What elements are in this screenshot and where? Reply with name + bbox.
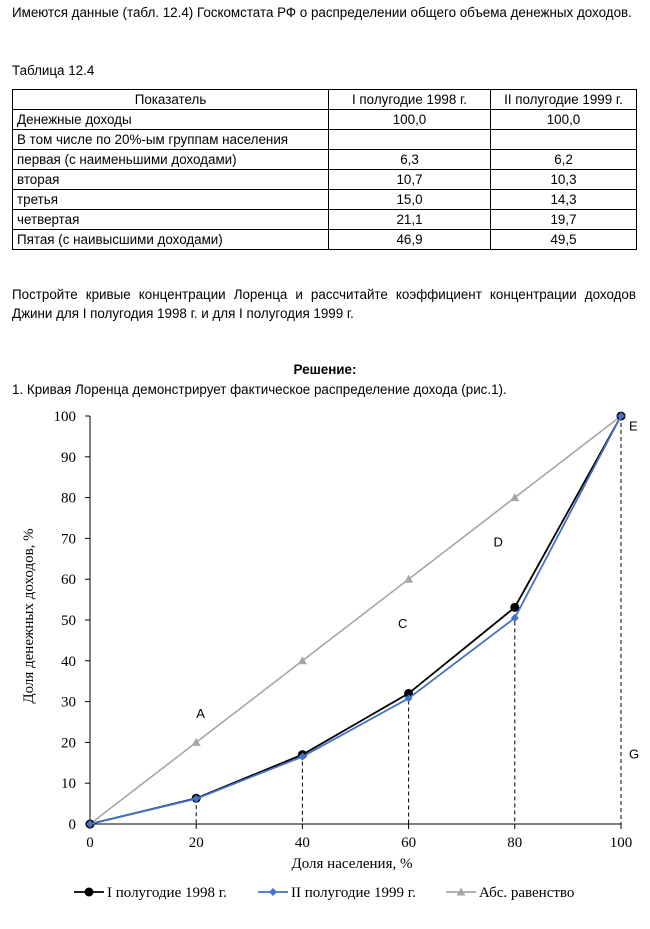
y-tick-label: 10 xyxy=(61,776,76,793)
x-tick-label: 80 xyxy=(507,835,523,851)
legend-item xyxy=(74,885,227,901)
table-row xyxy=(13,230,637,250)
x-tick-label: 100 xyxy=(609,835,633,851)
row-label: четвертая xyxy=(13,210,329,230)
solution-heading: Решение: xyxy=(293,362,357,377)
value-1998: 46,9 xyxy=(329,230,491,250)
y-tick-label: 20 xyxy=(61,735,76,752)
dashed-guides xyxy=(196,416,621,824)
value-1999: 10,3 xyxy=(491,170,637,190)
table-row xyxy=(13,190,637,210)
region-label: A xyxy=(196,705,205,721)
header-indicator: Показатель xyxy=(13,90,329,110)
intro-text: Имеются данные (табл. 12.4) Госкомстата РФ о распределении общего объема денежных доходов. xyxy=(12,5,632,20)
value-1999: 49,5 xyxy=(491,230,637,250)
annotations xyxy=(196,418,639,761)
lorenz-chart xyxy=(0,400,650,929)
region-label: E xyxy=(628,418,638,434)
solution-line: 1. Кривая Лоренца демонстрирует фактическое распределение дохода (рис.1). xyxy=(12,382,507,397)
series-line xyxy=(90,416,621,824)
value-1998: 15,0 xyxy=(329,190,491,210)
series-triangle xyxy=(86,412,626,828)
legend xyxy=(74,885,574,901)
row-label: Денежные доходы xyxy=(13,110,329,130)
y-tick-label: 80 xyxy=(61,490,76,507)
value-1998: 6,3 xyxy=(329,150,491,170)
row-label: вторая xyxy=(13,170,329,190)
legend-marker xyxy=(85,888,94,897)
x-tick-label: 60 xyxy=(401,835,417,851)
x-tick-label: 20 xyxy=(188,835,204,851)
value-1998: 100,0 xyxy=(329,110,491,130)
row-label: Пятая (с наивысшими доходами) xyxy=(13,230,329,250)
value-1999: 14,3 xyxy=(491,190,637,210)
value-1998: 10,7 xyxy=(329,170,491,190)
value-1999: 6,2 xyxy=(491,150,637,170)
legend-item xyxy=(258,885,416,901)
x-axis-label: Доля населения, % xyxy=(291,856,413,872)
y-tick-label: 90 xyxy=(61,449,76,466)
y-tick-label: 50 xyxy=(61,613,76,629)
table-row xyxy=(13,150,637,170)
region-label: D xyxy=(493,534,503,550)
x-tick-label: 40 xyxy=(294,835,310,851)
y-tick-label: 30 xyxy=(61,694,76,711)
value-1999 xyxy=(491,130,637,150)
legend-item xyxy=(446,885,574,901)
table-row xyxy=(13,110,637,130)
y-tick-label: 0 xyxy=(68,817,76,833)
task-text: Постройте кривые концентрации Лоренца и рассчитайте коэффициент концентрации доходов Джини для I полугодия 1998 г. и для I полугодия 1999 г. xyxy=(12,287,636,321)
value-1998: 21,1 xyxy=(329,210,491,230)
income-table xyxy=(12,89,637,250)
y-tick-label: 100 xyxy=(53,409,76,425)
y-tick-label: 60 xyxy=(61,572,76,589)
row-label: третья xyxy=(13,190,329,210)
value-1999: 19,7 xyxy=(491,210,637,230)
legend-label: I полугодие 1998 г. xyxy=(107,885,227,901)
header-1999: II полугодие 1999 г. xyxy=(491,90,637,110)
series-group xyxy=(86,412,626,829)
x-tick-label: 0 xyxy=(86,835,94,851)
table-caption: Таблица 12.4 xyxy=(12,63,95,78)
region-label: C xyxy=(397,616,408,632)
y-tick-label: 40 xyxy=(61,653,76,670)
legend-marker xyxy=(269,888,277,896)
y-axis-label: Доля денежных доходов, % xyxy=(21,528,37,704)
table-row xyxy=(13,170,637,190)
row-label: первая (с наименьшими доходами) xyxy=(13,150,329,170)
header-1998: I полугодие 1998 г. xyxy=(329,90,491,110)
table-row xyxy=(13,210,637,230)
y-tick-label: 70 xyxy=(61,531,76,548)
row-label: В том числе по 20%-ым группам населения xyxy=(13,130,329,150)
legend-label: II полугодие 1999 г. xyxy=(291,885,416,901)
value-1999: 100,0 xyxy=(491,110,637,130)
table-row xyxy=(13,130,637,150)
region-label: G xyxy=(628,746,640,762)
value-1998 xyxy=(329,130,491,150)
legend-label: Абс. равенство xyxy=(479,885,575,901)
table-header-row xyxy=(13,90,637,110)
